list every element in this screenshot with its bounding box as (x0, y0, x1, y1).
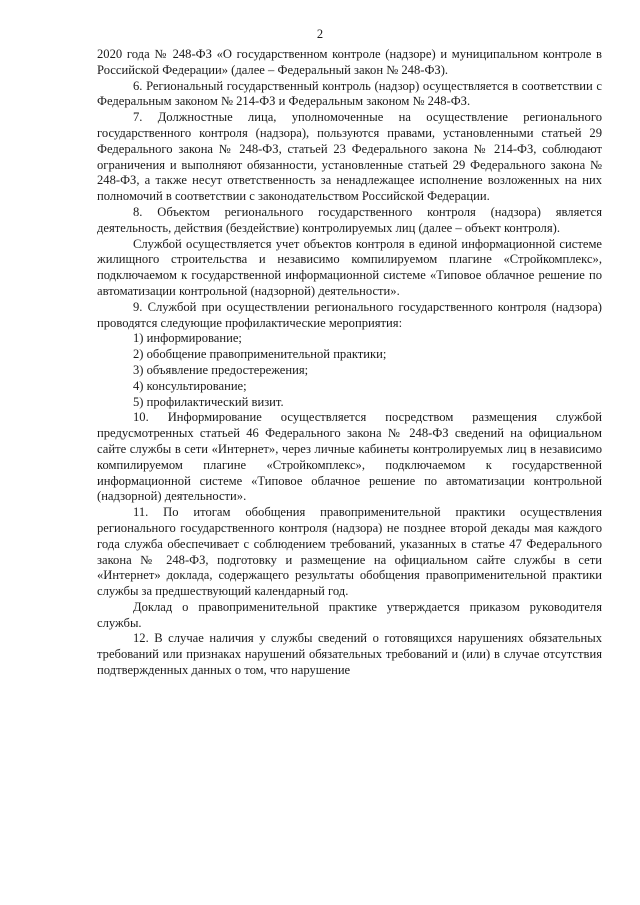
paragraph-item-12: 12. В случае наличия у службы сведений о готовящихся нарушениях обязательных требований или признаках нарушений обязательных требований и (или) в случае отсутствия подтвержденных данных о том, что нарушение (97, 631, 602, 678)
page-number: 2 (316, 27, 324, 41)
paragraph-item-11-report: Доклад о правоприменительной практике утверждается приказом руководителя службы. (97, 599, 602, 630)
paragraph-item-9: 9. Службой при осуществлении регионального государственного контроля (надзора) проводятся следующие профилактические мероприятия: (97, 299, 602, 330)
paragraph-item-11: 11. По итогам обобщения правоприменительной практики осуществления регионального государственного контроля (надзора) не позднее второй декады мая каждого года служба обеспечивает с соблюдением требований, указанных в статье 47 Федерального закона № 248-ФЗ, подготовку и размещение на официальном сайте службы в сети «Интернет» доклада, содержащего результаты обобщения правоприменительной практики службы за предшествующий календарный год. (97, 505, 602, 599)
list-item-informing: 1) информирование; (133, 331, 242, 346)
paragraph-item-10: 10. Информирование осуществляется посредством размещения службой предусмотренных статьей 46 Федерального закона № 248-ФЗ сведений на официальном сайте службы в сети «Интернет», через личные кабинеты контролируемых лиц в независимо компилируемом плагине «Стройкомплекс», подключаемом к государственной информационной системе «Типовое облачное решение по автоматизации контрольной (надзорной) деятельности». (97, 410, 602, 504)
document-body (97, 47, 602, 679)
paragraph-continuation: 2020 года № 248-ФЗ «О государственном контроле (надзоре) и муниципальном контроле в Российской Федерации» (далее – Федеральный закон № 248-ФЗ). (97, 47, 602, 77)
list-item-preventive-visit: 5) профилактический визит. (133, 394, 284, 409)
paragraph-item-6: 6. Региональный государственный контроль (надзор) осуществляется в соответствии с Федеральным законом № 214-ФЗ и Федеральным законом № 248-ФЗ. (97, 78, 602, 109)
paragraph-item-7: 7. Должностные лица, уполномоченные на осуществление регионального государственного контроля (надзора), пользуются правами, установленными статьей 29 Федерального закона № 248-ФЗ, статьей 23 Федерального закона № 214-ФЗ, соблюдают ограничения и выполняют обязанности, установленные статьей 29 Федерального закона № 248-ФЗ, а также несут ответственность за ненадлежащее исполнение возложенных на них полномочий в соответствии с законодательством Российской Федерации. (97, 110, 602, 204)
list-item-warning: 3) объявление предостережения; (133, 362, 309, 377)
list-item-consulting: 4) консультирование; (133, 378, 247, 393)
list-item-practice-summary: 2) обобщение правоприменительной практики; (133, 347, 387, 362)
paragraph-item-8-accounting: Службой осуществляется учет объектов контроля в единой информационной системе жилищного строительства и независимо компилируемом плагине «Стройкомплекс», подключаемом к государственной информационной системе «Типовое облачное решение по автоматизации контрольной (надзорной) деятельности». (97, 236, 602, 298)
paragraph-item-8: 8. Объектом регионального государственного контроля (надзора) является деятельность, действия (бездействие) контролируемых лиц (далее – объект контроля). (97, 204, 602, 235)
